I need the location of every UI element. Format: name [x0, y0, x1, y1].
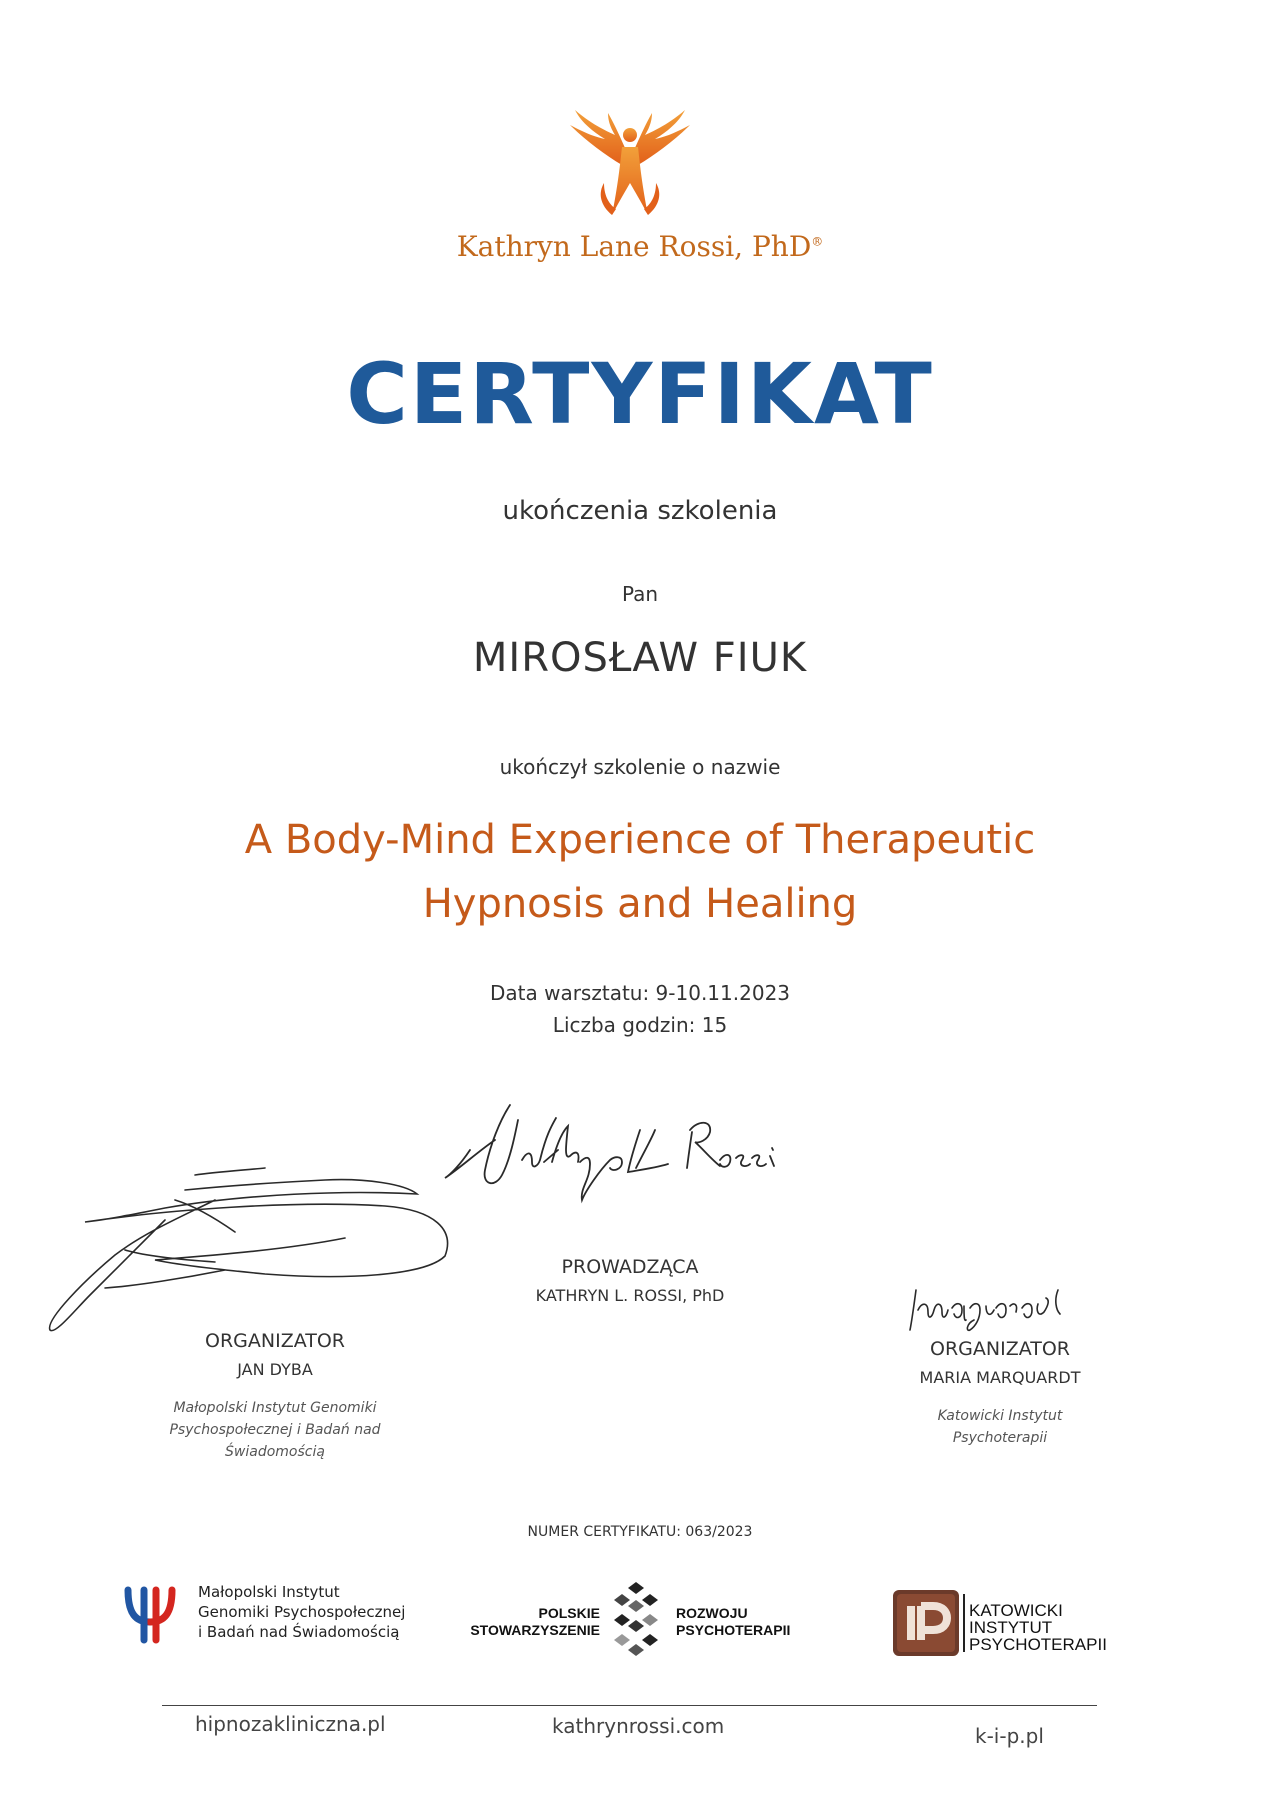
logo-katowicki-instytut: [893, 1590, 1153, 1660]
logo-text-right: ROZWOJU PSYCHOTERAPII: [676, 1605, 791, 1638]
signatory-role: PROWADZĄCA: [561, 1256, 699, 1278]
footer-link-kathrynrossi[interactable]: kathrynrossi.com: [552, 1714, 725, 1738]
logo-text: Małopolski Instytut Genomiki Psychospołecznej i Badań nad Świadomością: [198, 1583, 406, 1641]
signatory-institution: Katowicki Instytut Psychoterapii: [937, 1408, 1063, 1446]
psi-icon: [122, 1586, 178, 1644]
signatory-role: ORGANIZATOR: [205, 1330, 345, 1352]
brand-name: Kathryn Lane Rossi, PhD®: [456, 230, 824, 263]
logo-text: KATOWICKI INSTYTUT PSYCHOTERAPII: [969, 1601, 1107, 1654]
footer-divider: [162, 1705, 1097, 1706]
signatory-center: [460, 1256, 800, 1305]
workshop-date: Data warsztatu: 9-10.11.2023: [489, 981, 791, 1005]
phoenix-icon: [560, 105, 700, 230]
footer-link-kip[interactable]: k-i-p.pl: [975, 1724, 1044, 1748]
signatory-name: KATHRYN L. ROSSI, PhD: [535, 1286, 725, 1305]
signatory-name: JAN DYBA: [237, 1360, 313, 1379]
logo-text-left: POLSKIE STOWARZYSZENIE: [470, 1605, 600, 1638]
course-title-line-1: A Body-Mind Experience of Therapeutic: [244, 817, 1036, 863]
certificate-subtitle: ukończenia szkolenia: [502, 496, 778, 526]
recipient-name: MIROSŁAW FIUK: [472, 635, 808, 681]
certificate-title: CERTYFIKAT: [346, 345, 934, 443]
completed-text: ukończył szkolenie o nazwie: [499, 755, 781, 779]
logo-divider: [963, 1594, 965, 1652]
signatory-institution: Małopolski Instytut Genomiki Psychospołecznej i Badań nad Świadomością: [169, 1400, 381, 1460]
workshop-details: [0, 977, 1280, 1041]
diamond-pattern-icon: [608, 1580, 664, 1660]
logo-polskie-stowarzyszenie: [470, 1580, 800, 1660]
signature-maria-marquardt: [908, 1280, 1108, 1340]
signatory-left: [125, 1330, 425, 1463]
course-title: [150, 808, 1130, 936]
footer-link-hipnozakliniczna[interactable]: hipnozakliniczna.pl: [195, 1712, 386, 1736]
logo-malopolski-instytut: [122, 1582, 422, 1662]
course-title-line-2: Hypnosis and Healing: [422, 881, 858, 927]
signature-kathryn-rossi: [440, 1090, 820, 1220]
ip-icon: [893, 1590, 959, 1656]
signature-jan-dyba: [45, 1160, 465, 1340]
salutation: Pan: [621, 582, 659, 606]
signatory-name: MARIA MARQUARDT: [919, 1368, 1081, 1387]
signatory-right: [850, 1338, 1150, 1449]
signatory-role: ORGANIZATOR: [930, 1338, 1070, 1360]
workshop-hours: Liczba godzin: 15: [552, 1013, 728, 1037]
certificate-number: NUMER CERTYFIKATU: 063/2023: [527, 1524, 753, 1540]
